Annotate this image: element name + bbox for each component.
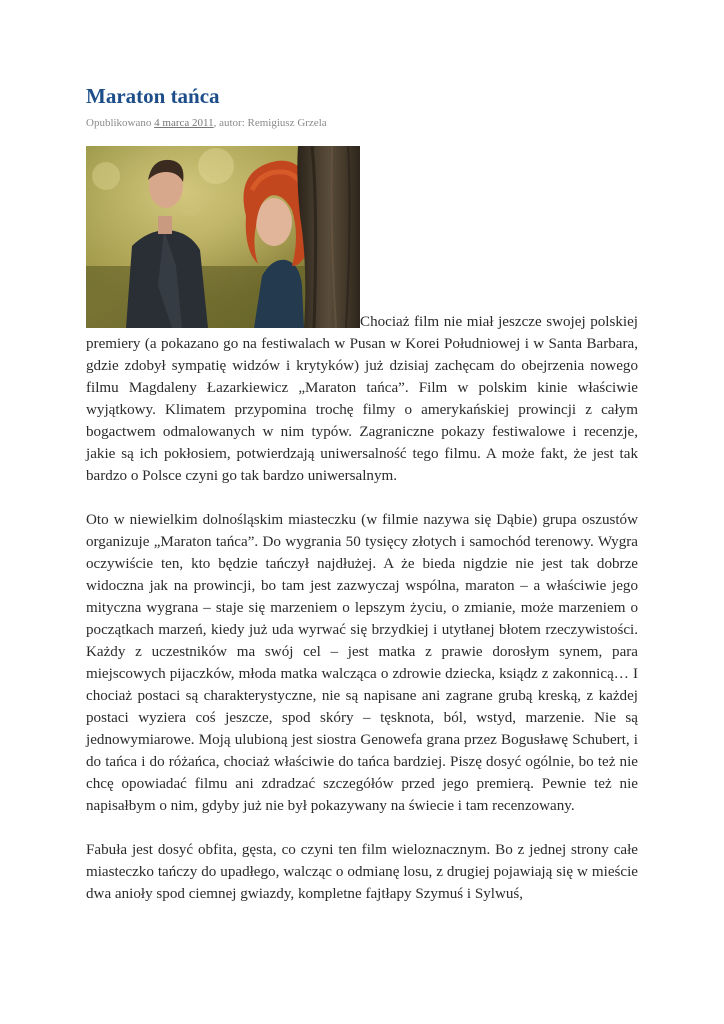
article-paragraph: Oto w niewielkim dolnośląskim miasteczku (w filmie nazywa się Dąbie) grupa oszustów organizuje „Maraton tańca”. Do wygrania 50 tysięcy złotych i samochód terenowy. Wygra oczywiście ten, kto będzie tańczył najdłużej. A że bieda nigdzie nie jest tak dobrze widoczna jak na prowincji, bo tam jest zazwyczaj wspólna, maraton – a właściwie jego mityczna wygrana – staje się marzeniem o lepszym życiu, o zmianie, może marzeniem o początkach marzeń, kiedy już uda wyrwać się brzydkiej i utytłanej błotem rzeczywistości. Każdy z uczestników ma swój cel – jest matka z prawie dorosłym synem, para miejscowych pijaczków, młoda matka walcząca o zdrowie dziecka, ksiądz z zakonnicą… I chociaż postaci są charakterystyczne, nie są napisane ani zagrane grubą kreską, z każdej postaci wyziera coś jeszcze, spod skóry – tęsknota, ból, wstyd, marzenie. Nie są jednowymiarowe. Moją ulubioną jest siostra Genowefa grana przez Bogusławę Schubert, i do tańca i do różańca, chociaż właściwie do tańca bardziej. Piszę dosyć ogólnie, bo też nie chcę opowiadać filmu ani zdradzać szczegółów przed jego premierą. Pewnie też nie napisałbym o nim, gdyby już nie był pokazywany na świecie i tam recenzowany. bbox=[86, 512, 638, 814]
article-title[interactable]: Maraton tańca bbox=[86, 84, 220, 108]
article-paragraph: Fabuła jest dosyć obfita, gęsta, co czyni ten film wieloznacznym. Bo z jednej strony całe miasteczko tańczy do upadłego, walcząc o odmianę losu, z drugiej pojawiają się w mieście dwa anioły spod ciemnej gwiazdy, kompletne fajtłapy Szymuś i Sylwuś, bbox=[86, 842, 638, 902]
article-paragraph: Chociaż film nie miał jeszcze swojej polskiej premiery (a pokazano go na festiwalach w Pusan w Korei Południowej i w Santa Barbara, gdzie zdobył sympatię widzów i krytyków) już dzisiaj zachęcam do obejrzenia nowego filmu Magdaleny Łazarkiewicz „Maraton tańca”. Film w polskim kinie właściwie wyjątkowy. Klimatem przypomina trochę filmy o amerykańskiej prowincji z całym bogactwem odmalowanych w nim typów. Zagraniczne pokazy festiwalowe i recenzje, jakie są ich pokłosiem, potwierdzają uniwersalność tego filmu. A może fakt, że jest tak bardzo o Polsce czyni go tak bardzo uniwersalnym. bbox=[86, 314, 638, 484]
published-label: Opublikowano bbox=[86, 117, 155, 129]
film-still-image bbox=[86, 146, 360, 328]
publish-date-link[interactable]: 4 marca 2011 bbox=[154, 117, 214, 129]
article-body bbox=[86, 311, 638, 927]
author-text: , autor: Remigiusz Grzela bbox=[213, 117, 327, 129]
post-meta bbox=[86, 117, 327, 129]
